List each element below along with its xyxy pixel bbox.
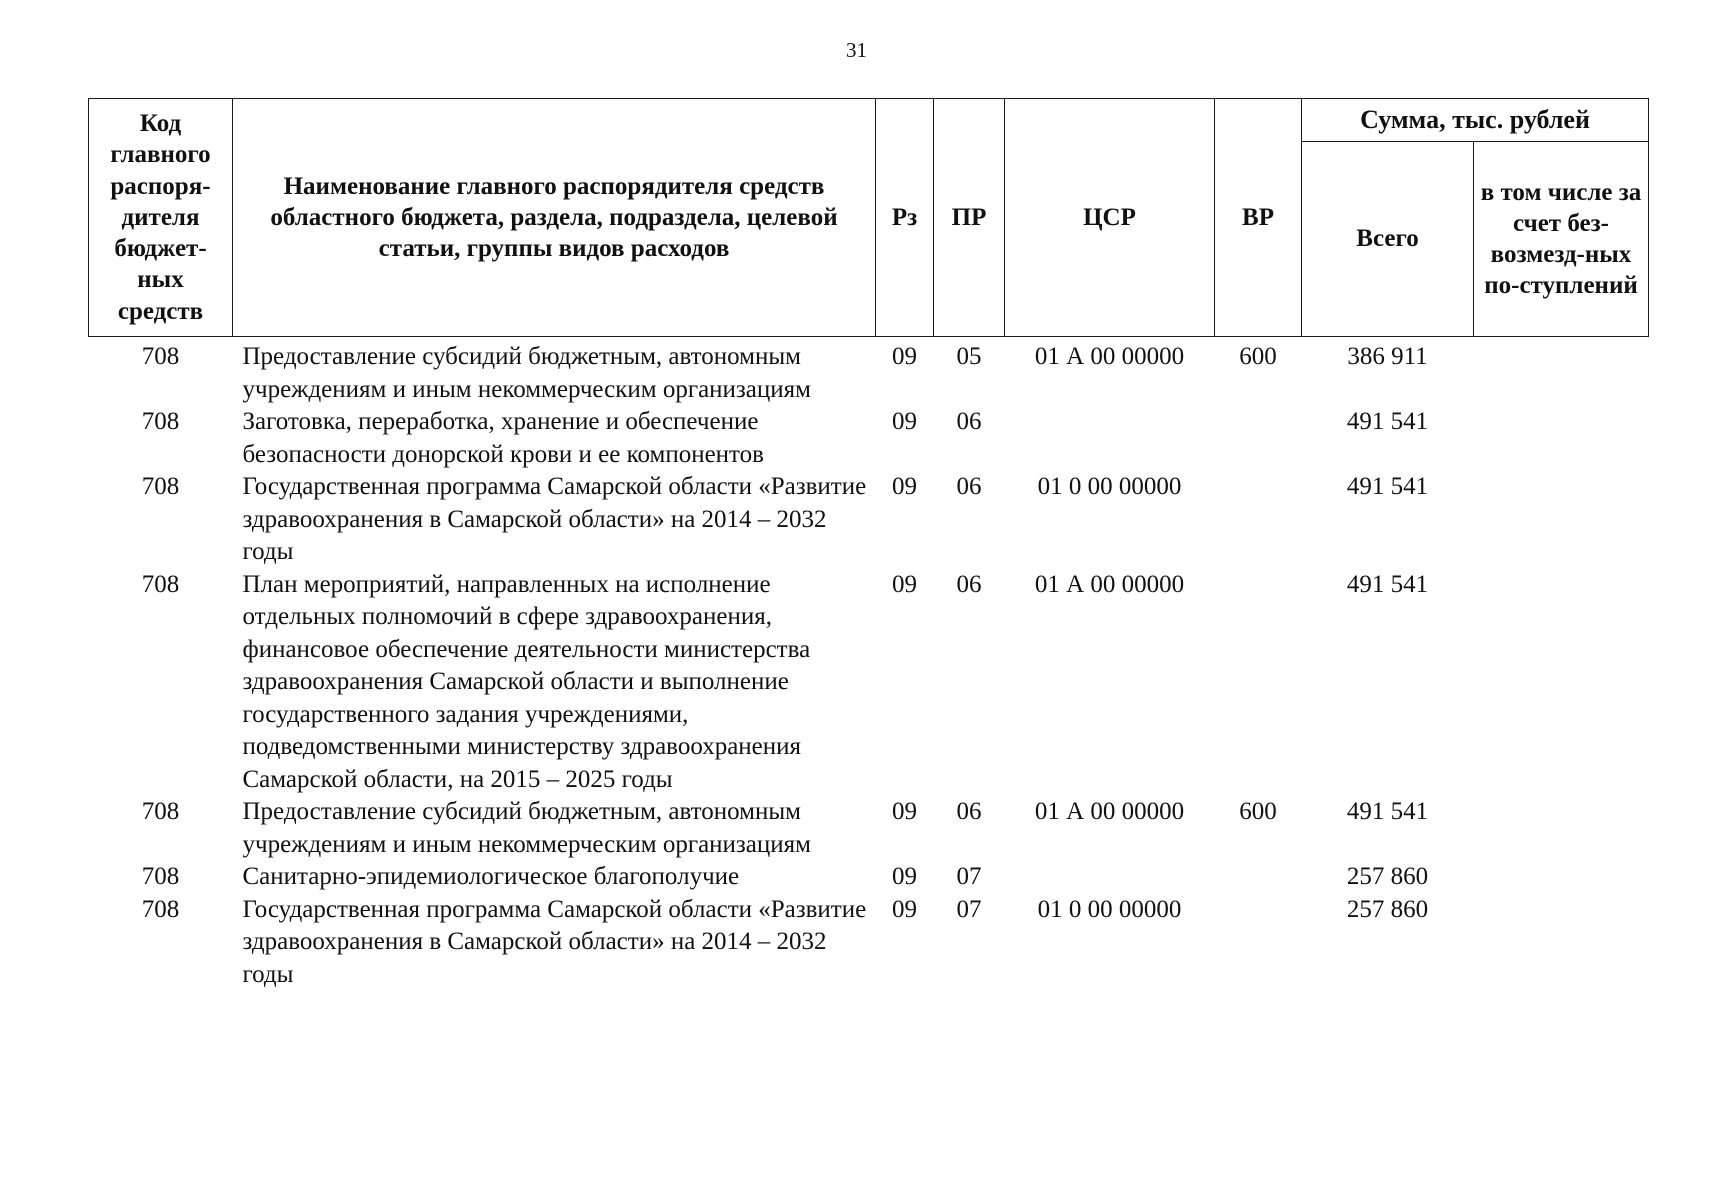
- table-row: [89, 894, 1649, 992]
- row-rz: 09: [892, 343, 917, 370]
- row-gratuitous: [1474, 337, 1649, 407]
- row-name: Заготовка, переработка, хранение и обеспечение безопасности донорской крови и ее компонентов: [242, 408, 764, 468]
- row-vr: [1215, 894, 1302, 992]
- row-rz: 09: [892, 895, 917, 923]
- row-vr: [1215, 861, 1302, 894]
- row-csr: [1005, 861, 1215, 894]
- row-csr: 01 А 00 00000: [1034, 798, 1185, 825]
- row-code: 708: [141, 798, 180, 825]
- row-total: 257 860: [1346, 895, 1429, 923]
- header-name: Наименование главного распорядителя средств областного бюджета, раздела, подраздела, целевой статьи, группы видов расходов: [233, 99, 876, 337]
- row-total: 491 541: [1346, 570, 1429, 598]
- row-csr: 01 А 00 00000: [1034, 343, 1185, 370]
- row-gratuitous: [1474, 894, 1649, 992]
- row-vr: 600: [1239, 343, 1277, 370]
- row-pr: 06: [956, 473, 982, 500]
- row-csr: 01 0 00 00000: [1037, 895, 1182, 923]
- row-vr: [1215, 569, 1302, 797]
- header-total: Всего: [1302, 142, 1474, 337]
- row-pr: 07: [956, 863, 982, 890]
- row-rz: 09: [892, 798, 917, 825]
- row-code: 708: [141, 343, 180, 370]
- table-row: [89, 861, 1649, 894]
- budget-expenditure-table: [88, 98, 1649, 991]
- row-pr: 06: [956, 798, 982, 825]
- row-code: 708: [141, 863, 180, 890]
- row-name: Государственная программа Самарской области «Развитие здравоохранения в Самарской области» на 2014 – 2032 годы: [242, 473, 867, 565]
- row-pr: 06: [956, 408, 982, 435]
- row-total: 257 860: [1346, 863, 1429, 890]
- row-vr: [1215, 471, 1302, 569]
- row-name: Государственная программа Самарской области «Развитие здравоохранения в Самарской области» на 2014 – 2032 годы: [242, 895, 867, 988]
- table-header: [89, 99, 1649, 337]
- row-rz: 09: [892, 863, 917, 890]
- table-row: [89, 406, 1649, 471]
- row-rz: 09: [892, 570, 917, 598]
- row-csr: [1005, 406, 1215, 471]
- row-code: 708: [141, 473, 180, 500]
- row-name: Предоставление субсидий бюджетным, автономным учреждениям и иным некоммерческим организациям: [242, 343, 811, 403]
- page-number: 31: [846, 38, 867, 62]
- header-pr: ПР: [934, 99, 1005, 337]
- header-rz: Рз: [876, 99, 934, 337]
- row-code: 708: [141, 570, 180, 598]
- row-name: Предоставление субсидий бюджетным, автономным учреждениям и иным некоммерческим организациям: [242, 798, 811, 858]
- row-csr: 01 А 00 00000: [1034, 570, 1185, 598]
- header-csr: ЦСР: [1005, 99, 1215, 337]
- row-code: 708: [141, 408, 180, 435]
- row-vr: [1215, 406, 1302, 471]
- row-csr: 01 0 00 00000: [1037, 473, 1182, 500]
- header-code: Код главного распоря-дителя бюджет-ных средств: [89, 99, 233, 337]
- row-gratuitous: [1474, 796, 1649, 861]
- row-rz: 09: [892, 408, 917, 435]
- row-pr: 06: [956, 570, 982, 598]
- table-row: [89, 796, 1649, 861]
- row-total: 491 541: [1346, 798, 1429, 825]
- row-total: 491 541: [1346, 408, 1429, 435]
- table-row: [89, 337, 1649, 407]
- header-gratuitous: в том числе за счет без-возмезд-ных по-ступлений: [1474, 142, 1649, 337]
- table-body: [89, 337, 1649, 992]
- row-total: 386 911: [1347, 343, 1428, 370]
- row-gratuitous: [1474, 406, 1649, 471]
- row-rz: 09: [892, 473, 917, 500]
- table-row: [89, 569, 1649, 797]
- row-gratuitous: [1474, 471, 1649, 569]
- row-gratuitous: [1474, 569, 1649, 797]
- row-pr: 07: [956, 895, 982, 923]
- header-sum: Сумма, тыс. рублей: [1302, 99, 1649, 142]
- row-gratuitous: [1474, 861, 1649, 894]
- row-code: 708: [141, 895, 180, 923]
- row-total: 491 541: [1346, 473, 1429, 500]
- row-vr: 600: [1239, 798, 1277, 825]
- header-vr: ВР: [1215, 99, 1302, 337]
- table-row: [89, 471, 1649, 569]
- row-pr: 05: [956, 343, 982, 370]
- row-name: План мероприятий, направленных на исполнение отдельных полномочий в сфере здравоохранения, финансовое обеспечение деятельности министерства здравоохранения Самарской области и выполнение государственного задания учреждениями, подведомственными министерству здравоохранения Самарской области, на 2015 – 2025 годы: [242, 570, 811, 793]
- row-name: Санитарно-эпидемиологическое благополучие: [242, 863, 740, 890]
